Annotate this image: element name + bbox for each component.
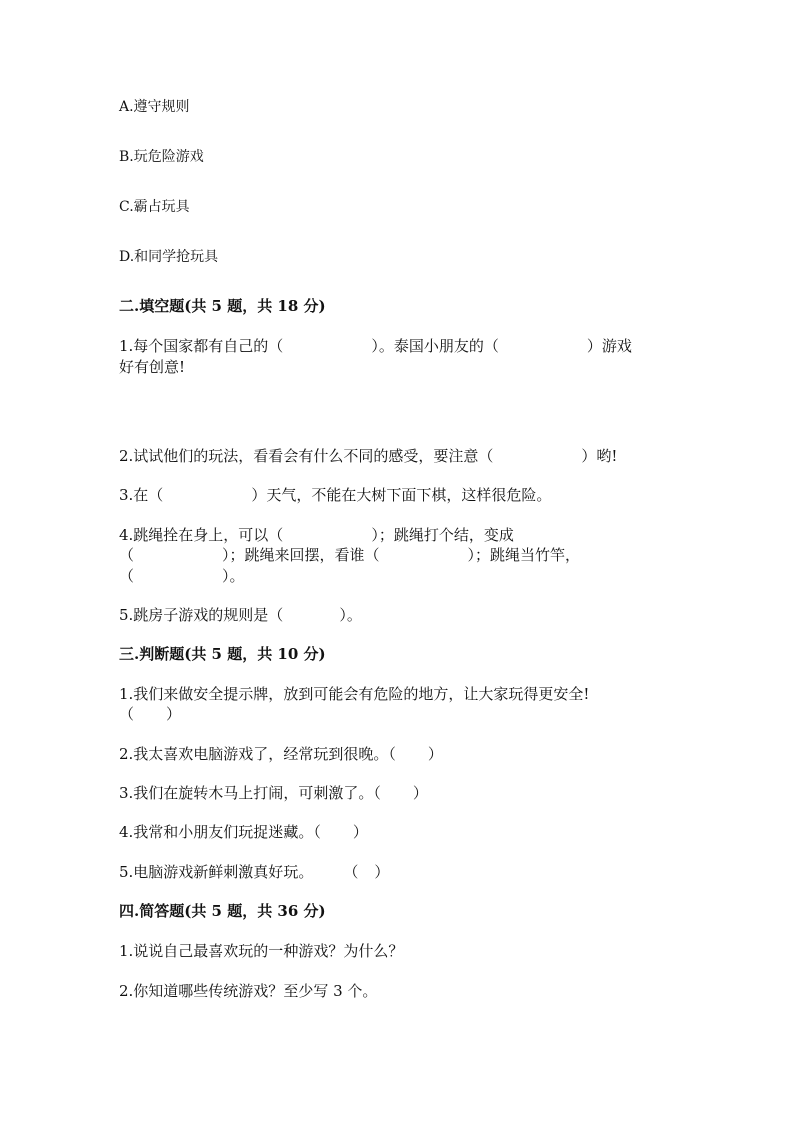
option-d: D.和同学抢玩具 — [119, 249, 219, 265]
judge-question-4 — [119, 822, 368, 842]
option-b: B.玩危险游戏 — [119, 149, 204, 165]
fill-q4-line3 — [119, 566, 245, 586]
judge-q5-close: ） — [374, 863, 390, 881]
fill-question-5 — [119, 605, 362, 625]
fill-q4-part2: ）；跳绳打个结，变成 — [371, 526, 514, 544]
judge-q5-text: 5.电脑游戏新鲜刺激真好玩。 — [119, 863, 314, 881]
judge-q1-open: （ — [119, 705, 135, 723]
fill-q4-line2 — [119, 545, 580, 565]
judge-question-5 — [119, 862, 389, 882]
fill-q2-part2: ）哟! — [581, 447, 618, 465]
fill-q1-line2: 好有创意! — [119, 358, 186, 376]
fill-q5-part2: ）。 — [339, 606, 362, 624]
judge-q4-close: ） — [352, 823, 368, 841]
judge-q3-text: 3.我们在旋转木马上打闹，可刺激了。（ — [119, 784, 381, 802]
fill-question-3 — [119, 485, 551, 505]
judge-q3-close: ） — [412, 784, 428, 802]
section3-heading: 三.判断题(共 5 题，共 10 分) — [119, 645, 326, 663]
fill-q1-part2: ）。泰国小朋友的（ — [371, 337, 499, 355]
option-a: A.遵守规则 — [119, 99, 190, 115]
judge-q1-close: ） — [166, 705, 182, 723]
fill-q4-part1: 4.跳绳拴在身上，可以（ — [119, 526, 284, 544]
judge-q1-line2 — [119, 704, 181, 724]
judge-question-1: 1.我们来做安全提示牌，放到可能会有危险的地方，让大家玩得更安全! — [119, 685, 590, 703]
fill-q4-l3-part1: （ — [119, 567, 135, 585]
fill-q3-part2: ）天气，不能在大树下面下棋，这样很危险。 — [251, 486, 552, 504]
judge-q5-open: （ — [343, 863, 359, 881]
option-c: C.霸占玩具 — [119, 199, 190, 215]
short-question-1: 1.说说自己最喜欢玩的一种游戏？为什么？ — [119, 942, 404, 960]
judge-question-2 — [119, 744, 443, 764]
fill-q5-part1: 5.跳房子游戏的规则是（ — [119, 606, 284, 624]
fill-q3-part1: 3.在（ — [119, 486, 164, 504]
judge-question-3 — [119, 783, 428, 803]
short-question-2: 2.你知道哪些传统游戏？至少写 3 个。 — [119, 982, 378, 1000]
judge-q2-text: 2.我太喜欢电脑游戏了，经常玩到很晚。（ — [119, 745, 396, 763]
fill-question-2 — [119, 446, 617, 466]
fill-q1-part1: 1.每个国家都有自己的（ — [119, 337, 284, 355]
fill-q1-part3: ）游戏 — [586, 337, 632, 355]
fill-q2-part1: 2.试试他们的玩法，看看会有什么不同的感受，要注意（ — [119, 447, 494, 465]
section4-heading: 四.简答题(共 5 题，共 36 分) — [119, 902, 326, 920]
fill-q4-l2-part3: ）；跳绳当竹竿， — [467, 546, 581, 564]
judge-q4-text: 4.我常和小朋友们玩捉迷藏。（ — [119, 823, 321, 841]
fill-question-4 — [119, 525, 514, 545]
section2-heading: 二.填空题(共 5 题，共 18 分) — [119, 297, 326, 315]
fill-question-1 — [119, 336, 632, 356]
fill-q4-l3-part2: ）。 — [222, 567, 245, 585]
judge-q2-close: ） — [427, 745, 443, 763]
fill-q4-l2-part1: （ — [119, 546, 135, 564]
fill-q4-l2-part2: ）；跳绳来回摆，看谁（ — [222, 546, 380, 564]
